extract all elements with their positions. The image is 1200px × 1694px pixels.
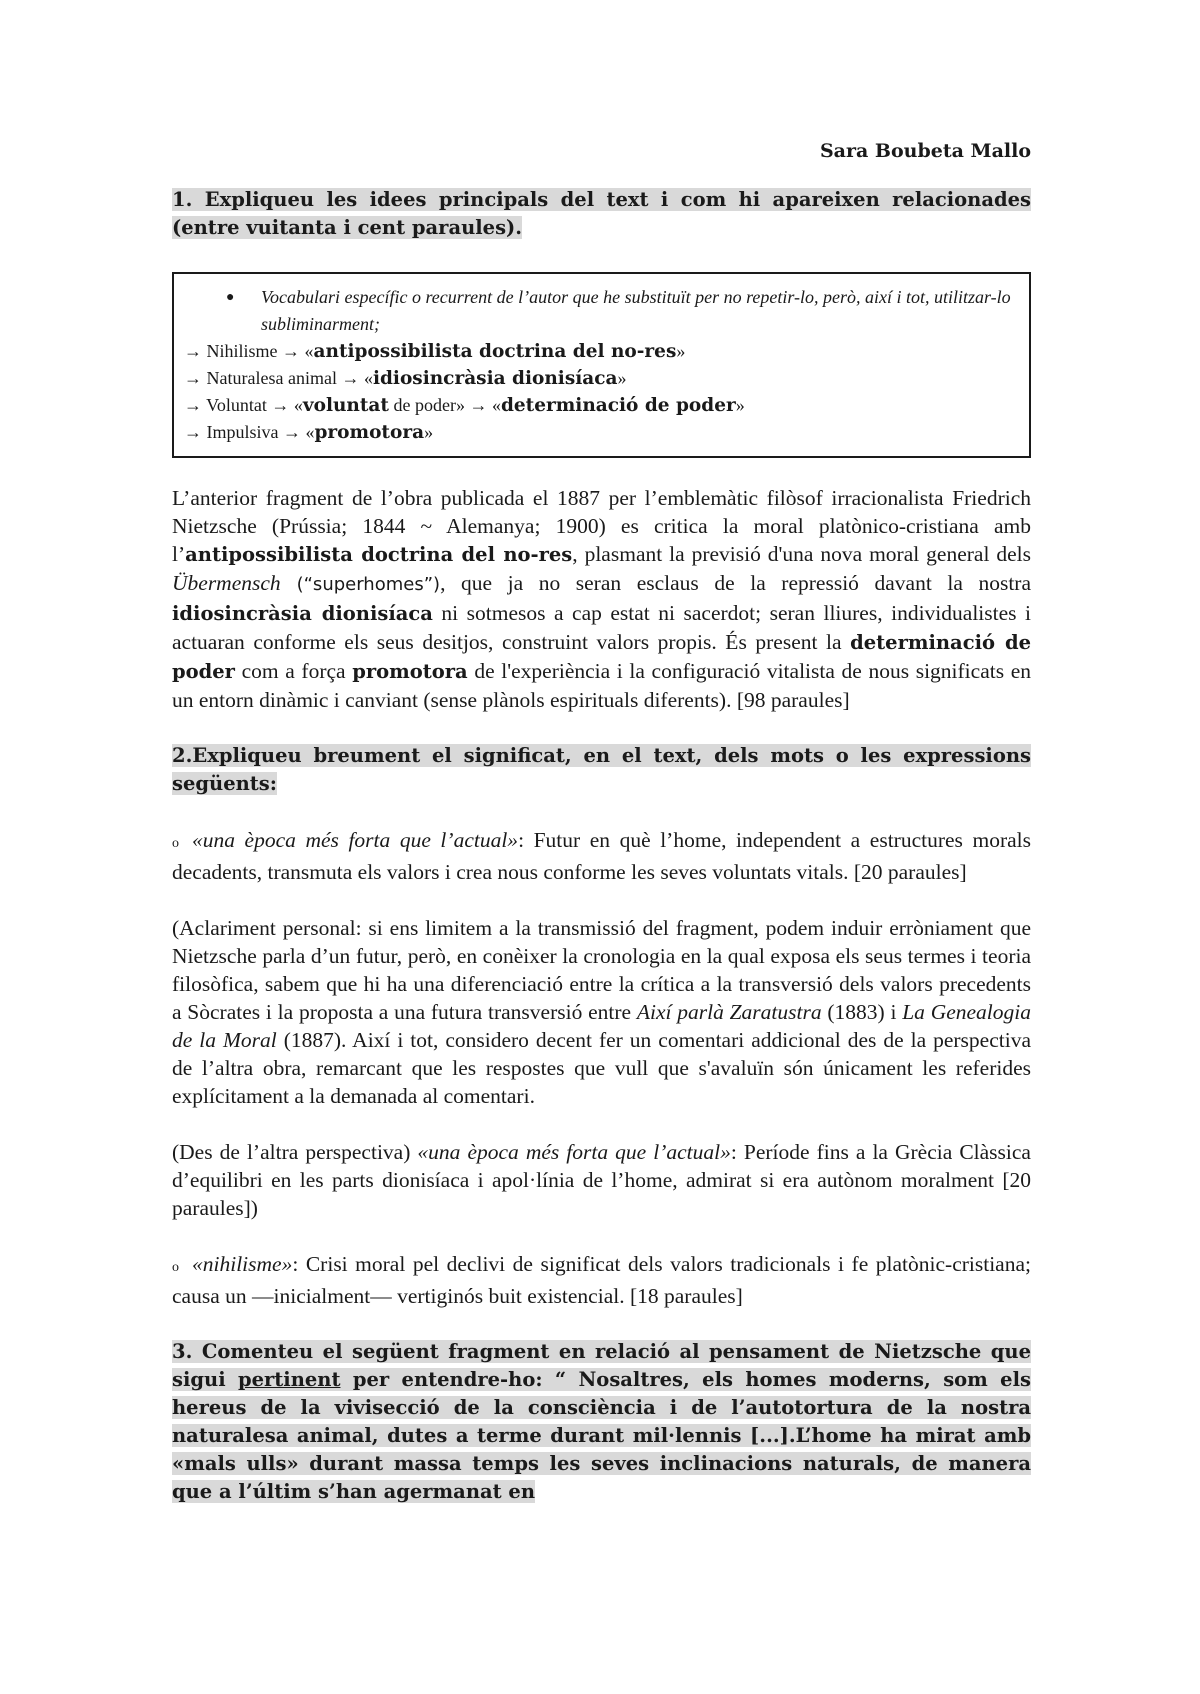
answer-2-clarification: (Aclariment personal: si ens limitem a la transmissió del fragment, podem induir erròniament que Nietzsche parla d’un futur, però, en conèixer la cronologia en la qual exposa els seus termes i teoria filosòfica, sabem que hi ha una diferenciació entre la crítica a la transversió dels valors precedents a Sòcrates i la proposta a una futura transversió entre Així parlà Zaratustra (1883) i La Genealogia de la Moral (1887). Així i tot, considero decent fer un comentari addicional des de la perspectiva de l’altra obra, remarcant que les respostes que vull que s'avaluïn són únicament les referides explícitament a la demanada al comentari.	[172, 916, 1032, 1108]
answer-1: L’anterior fragment de l’obra publicada el 1887 per l’emblemàtic filòsof irracionalista Friedrich Nietzsche (Prússia; 1844 ~ Alemanya; 1900) es critica la moral platònico-cristiana amb l’antipossibilista doctrina del no-res, plasmant la previsió d'una nova moral general dels Übermensch (“superhomes”), que ja no seran esclaus de la repressió davant la nostra idiosincràsia dionisíaca ni sotmesos a cap estat ni sacerdot; seran lliures, individualistes i actuaran conforme els seus desitjos, construint valors propis. És present la determinació de poder com a força promotora de l'experiència i la configuració vitalista de nous significats en un entorn dinàmic i canviant (sense plànols espirituals diferents). [98 paraules]	[172, 486, 1031, 712]
question-3	[172, 1338, 1031, 1506]
list-marker-icon: o	[172, 836, 179, 851]
answer-2-other-perspective: (Des de l’altra perspectiva) «una època més forta que l’actual»: Període fins a la Grècia Clàssica d’equilibri en les parts dionisíaca i apol·línia de l’home, admirat si era autònom moralment [20 paraules])	[172, 1140, 1031, 1220]
question-2-text: 2.Expliqueu breument el significat, en el text, dels mots o les expressions següents:	[172, 744, 1031, 795]
answer-2-item-1: o «una època més forta que l’actual»: Futur en què l’home, independent a estructures morals decadents, transmuta els valors i crea nous conforme les seves voluntats vitals. [20 paraules]	[172, 828, 1031, 884]
bullet-icon: ●	[226, 290, 235, 305]
question-2	[172, 742, 1031, 798]
question-1-text: 1. Expliqueu les idees principals del text i com hi apareixen relacionades (entre vuitanta i cent paraules).	[172, 188, 1031, 239]
vocabulary-intro: Vocabulari específic o recurrent de l’autor que he substituït per no repetir-lo, però, així i tot, utilitzar-lo subliminarment;	[261, 287, 1011, 334]
answer-2-item-2: o «nihilisme»: Crisi moral pel declivi de significat dels valors tradicionals i fe platònic-cristiana; causa un —inicialment— vertiginós buit existencial. [18 paraules]	[172, 1252, 1031, 1308]
document-page	[172, 140, 1031, 1506]
vocab-line-nihilisme: → Nihilisme → «antipossibilista doctrina del no-res»	[184, 341, 686, 362]
author-name: Sara Boubeta Mallo	[819, 140, 1031, 162]
vocab-line-voluntat: → Voluntat → «voluntat de poder» → «determinació de poder»	[184, 395, 745, 416]
list-marker-icon: o	[172, 1260, 179, 1275]
vocab-line-naturalesa: → Naturalesa animal → «idiosincràsia dionisíaca»	[184, 368, 627, 389]
vocabulary-bullet	[184, 284, 1017, 338]
vocab-line-impulsiva: → Impulsiva → «promotora»	[184, 422, 434, 443]
question-3-text: 3. Comenteu el següent fragment en relació al pensament de Nietzsche que sigui pertinent per entendre-ho: “ Nosaltres, els homes moderns, som els hereus de la vivisecció de la consciència i de l’autotortura de la nostra naturalesa animal, dutes a terme durant mil·lennis [...].L’home ha mirat amb «mals ulls» durant massa temps les seves inclinacions naturals, de manera que a l’últim s’han agermanat en	[172, 1340, 1031, 1503]
vocabulary-box	[172, 272, 1031, 458]
question-1	[172, 186, 1031, 242]
